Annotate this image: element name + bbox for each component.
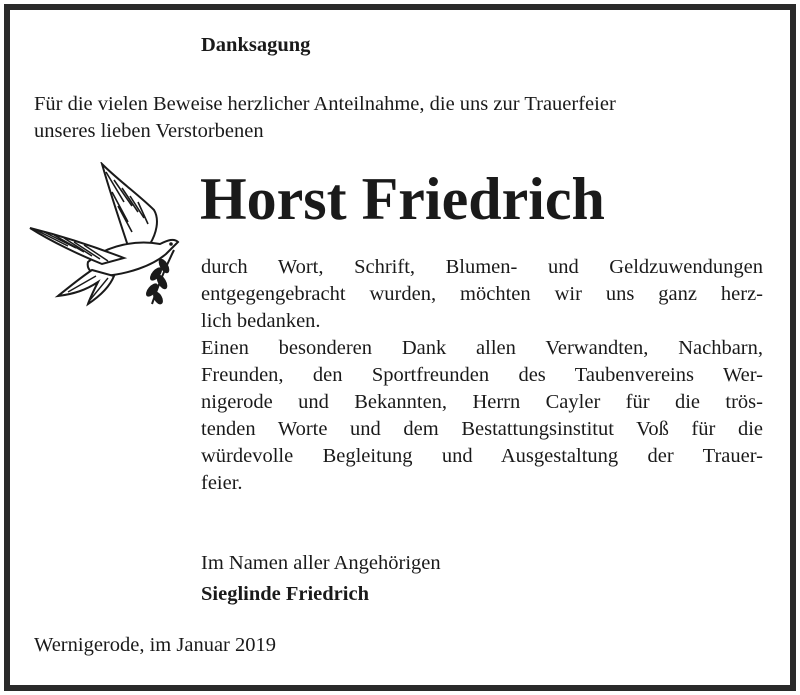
notice-body xyxy=(201,254,763,497)
body-line-6: nigerode und Bekannten, Herrn Cayler für die trös- xyxy=(201,391,763,413)
dove-with-olive-branch-icon xyxy=(28,162,196,310)
body-line-4: Einen besonderen Dank allen Verwandten, Nachbarn, xyxy=(201,337,763,359)
deceased-name: Horst Friedrich xyxy=(200,166,605,232)
place-date: Wernigerode, im Januar 2019 xyxy=(34,634,276,656)
body-line-3: lich bedanken. xyxy=(201,310,321,332)
signatory-name: Sieglinde Friedrich xyxy=(201,583,369,605)
intro-line-2: unseres lieben Verstorbenen xyxy=(34,120,264,142)
body-line-7: tenden Worte und dem Bestattungsinstitut Voß für die xyxy=(201,418,763,440)
body-line-8: würdevolle Begleitung und Ausgestaltung der Trauer- xyxy=(201,445,763,467)
intro-line-1: Für die vielen Beweise herzlicher Anteilnahme, die uns zur Trauerfeier xyxy=(34,93,616,115)
notice-heading: Danksagung xyxy=(201,34,311,56)
body-line-2: entgegengebracht wurden, möchten wir uns ganz herz- xyxy=(201,283,763,305)
body-line-9: feier. xyxy=(201,472,243,494)
body-line-1: durch Wort, Schrift, Blumen- und Geldzuwendungen xyxy=(201,256,763,278)
body-line-5: Freunden, den Sportfreunden des Taubenvereins Wer- xyxy=(201,364,763,386)
closing-line: Im Namen aller Angehörigen xyxy=(201,552,441,574)
